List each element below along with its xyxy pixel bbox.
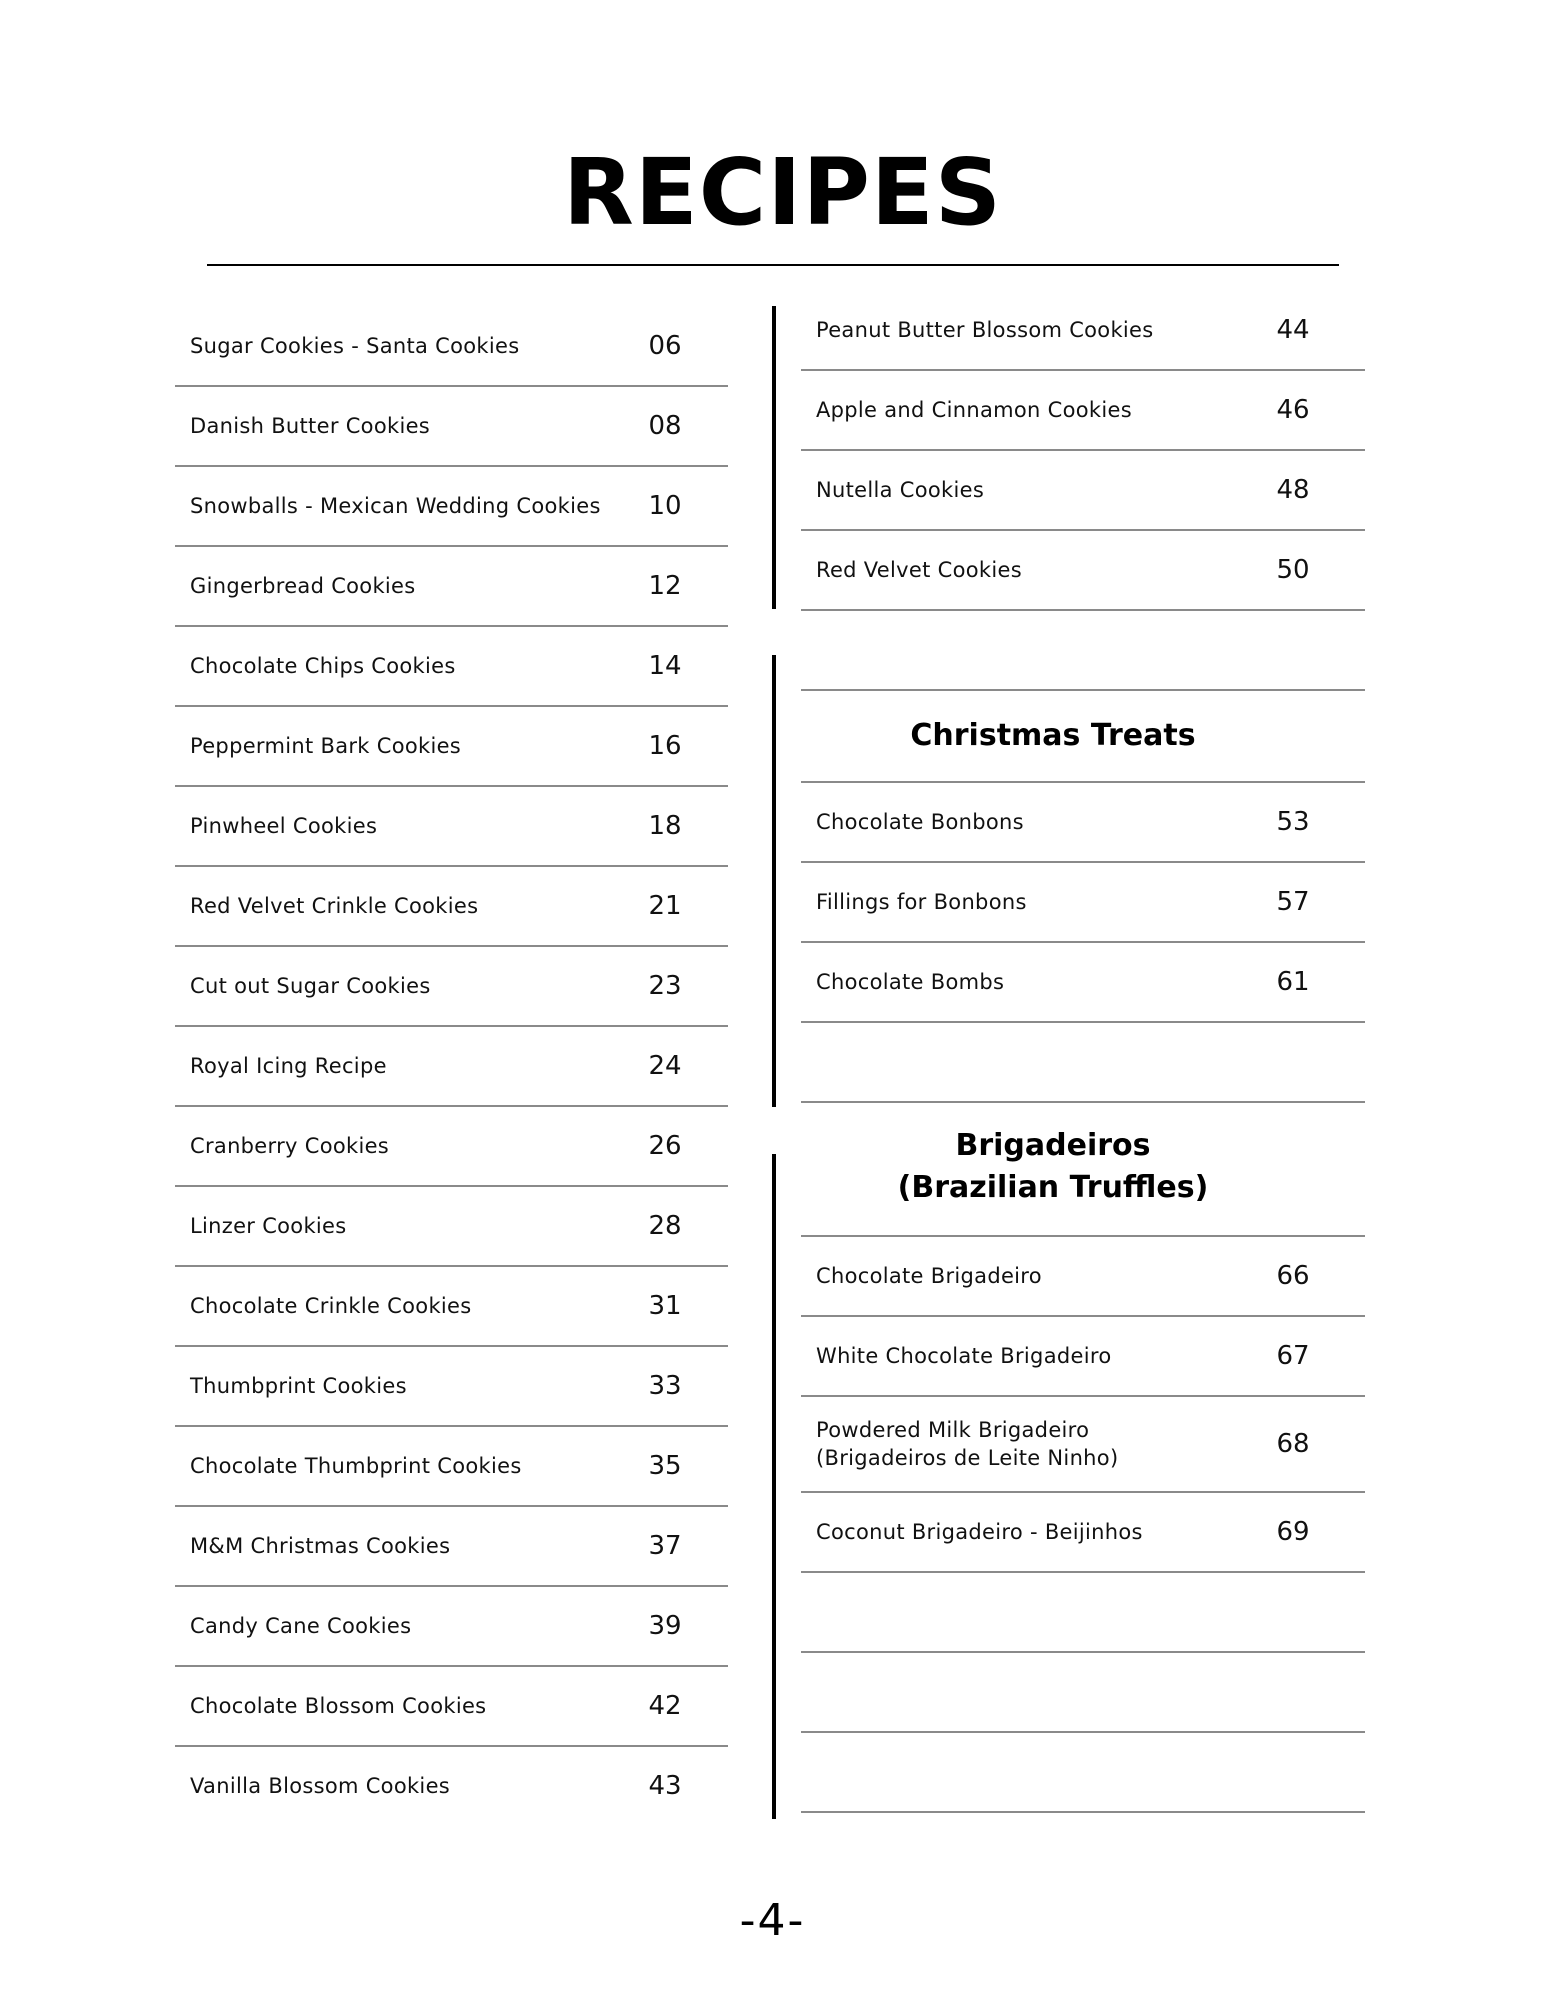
toc-row[interactable] — [801, 1317, 1365, 1397]
blank-row — [801, 1653, 1365, 1733]
recipe-name: Sugar Cookies - Santa Cookies — [190, 334, 520, 358]
recipe-name: M&M Christmas Cookies — [190, 1534, 451, 1558]
recipe-name: Gingerbread Cookies — [190, 574, 416, 598]
page-ref: 39 — [648, 1611, 682, 1641]
toc-row[interactable] — [175, 1187, 728, 1267]
toc-row[interactable] — [175, 867, 728, 947]
page-ref: 50 — [1276, 555, 1310, 585]
page-ref: 66 — [1276, 1261, 1310, 1291]
page-ref: 10 — [648, 491, 682, 521]
toc-row[interactable] — [175, 627, 728, 707]
toc-row[interactable] — [175, 1587, 728, 1667]
section-title: Brigadeiros — [955, 1128, 1151, 1163]
recipe-name: Cranberry Cookies — [190, 1134, 390, 1158]
recipe-name: Danish Butter Cookies — [190, 414, 431, 438]
toc-row[interactable] — [801, 863, 1365, 943]
recipe-name: Chocolate Bonbons — [816, 810, 1024, 834]
page-ref: 06 — [648, 331, 682, 361]
recipe-name: Chocolate Thumbprint Cookies — [190, 1454, 522, 1478]
recipe-name: Candy Cane Cookies — [190, 1614, 412, 1638]
christmas-treats-heading — [801, 691, 1365, 783]
recipe-name: Thumbprint Cookies — [190, 1374, 407, 1398]
toc-row[interactable] — [175, 1267, 728, 1347]
title-rule — [207, 264, 1339, 266]
toc-row[interactable] — [801, 943, 1365, 1023]
recipe-name: Fillings for Bonbons — [816, 890, 1027, 914]
page-ref: 69 — [1276, 1517, 1310, 1547]
page-ref: 46 — [1276, 395, 1310, 425]
recipe-name: Snowballs - Mexican Wedding Cookies — [190, 494, 601, 518]
page-ref: 21 — [648, 891, 682, 921]
page-ref: 48 — [1276, 475, 1310, 505]
recipe-name: Peanut Butter Blossom Cookies — [816, 318, 1154, 342]
brigadeiros-heading — [801, 1103, 1365, 1237]
recipe-name-line2: (Brigadeiros de Leite Ninho) — [816, 1446, 1119, 1470]
page-ref: 68 — [1276, 1429, 1310, 1459]
page-ref: 33 — [648, 1371, 682, 1401]
recipe-name: Chocolate Blossom Cookies — [190, 1694, 487, 1718]
page-number: -4- — [739, 1895, 806, 1946]
page-ref: 61 — [1276, 967, 1310, 997]
right-column-list — [801, 291, 1365, 1813]
recipe-name: Red Velvet Crinkle Cookies — [190, 894, 479, 918]
page-ref: 16 — [648, 731, 682, 761]
page-ref: 31 — [648, 1291, 682, 1321]
toc-row[interactable] — [801, 783, 1365, 863]
blank-row — [801, 1023, 1365, 1103]
toc-row[interactable] — [175, 1107, 728, 1187]
cookies-list — [175, 307, 728, 1825]
toc-row[interactable] — [801, 531, 1365, 611]
page-ref: 08 — [648, 411, 682, 441]
toc-row[interactable] — [175, 707, 728, 787]
recipe-name: Coconut Brigadeiro - Beijinhos — [816, 1520, 1143, 1544]
page-title: RECIPES — [563, 139, 1002, 246]
recipe-name: Nutella Cookies — [816, 478, 985, 502]
page-ref: 14 — [648, 651, 682, 681]
page-ref: 35 — [648, 1451, 682, 1481]
page-ref: 23 — [648, 971, 682, 1001]
toc-row[interactable] — [175, 1667, 728, 1747]
toc-row[interactable] — [801, 371, 1365, 451]
page-ref: 42 — [648, 1691, 682, 1721]
column-divider — [772, 1154, 776, 1819]
toc-row[interactable] — [175, 1507, 728, 1587]
recipe-name: Apple and Cinnamon Cookies — [816, 398, 1132, 422]
toc-row[interactable] — [175, 1027, 728, 1107]
recipe-name: Chocolate Chips Cookies — [190, 654, 456, 678]
recipe-name: Chocolate Crinkle Cookies — [190, 1294, 472, 1318]
toc-row[interactable] — [175, 1747, 728, 1825]
toc-row[interactable] — [175, 467, 728, 547]
toc-row[interactable] — [175, 787, 728, 867]
page-ref: 53 — [1276, 807, 1310, 837]
toc-row[interactable] — [801, 1397, 1365, 1493]
toc-row[interactable] — [175, 947, 728, 1027]
recipe-name: Cut out Sugar Cookies — [190, 974, 431, 998]
recipe-name-line1: Powdered Milk Brigadeiro — [816, 1418, 1090, 1442]
page-ref: 26 — [648, 1131, 682, 1161]
toc-row[interactable] — [801, 451, 1365, 531]
toc-row[interactable] — [175, 387, 728, 467]
page-ref: 12 — [648, 571, 682, 601]
page-ref: 24 — [648, 1051, 682, 1081]
blank-row — [801, 611, 1365, 691]
toc-row[interactable] — [801, 1493, 1365, 1573]
page-ref: 43 — [648, 1771, 682, 1801]
toc-row[interactable] — [175, 1427, 728, 1507]
page-ref: 37 — [648, 1531, 682, 1561]
page-ref: 44 — [1276, 315, 1310, 345]
recipe-name: Pinwheel Cookies — [190, 814, 378, 838]
page-ref: 28 — [648, 1211, 682, 1241]
page-ref: 57 — [1276, 887, 1310, 917]
toc-row[interactable] — [801, 291, 1365, 371]
recipe-name: Peppermint Bark Cookies — [190, 734, 462, 758]
recipe-name — [816, 1416, 1118, 1472]
section-title: Christmas Treats — [910, 718, 1196, 753]
recipe-name: Red Velvet Cookies — [816, 558, 1022, 582]
blank-row — [801, 1733, 1365, 1813]
recipe-name: White Chocolate Brigadeiro — [816, 1344, 1112, 1368]
toc-row[interactable] — [801, 1237, 1365, 1317]
recipe-name: Vanilla Blossom Cookies — [190, 1774, 451, 1798]
recipe-name: Chocolate Brigadeiro — [816, 1264, 1042, 1288]
section-subtitle: (Brazilian Truffles) — [897, 1170, 1209, 1205]
recipe-name: Royal Icing Recipe — [190, 1054, 387, 1078]
recipe-name: Linzer Cookies — [190, 1214, 347, 1238]
recipe-name: Chocolate Bombs — [816, 970, 1005, 994]
toc-row[interactable] — [175, 547, 728, 627]
toc-row[interactable] — [175, 307, 728, 387]
page-ref: 67 — [1276, 1341, 1310, 1371]
column-divider — [772, 306, 776, 609]
page-ref: 18 — [648, 811, 682, 841]
blank-row — [801, 1573, 1365, 1653]
toc-row[interactable] — [175, 1347, 728, 1427]
